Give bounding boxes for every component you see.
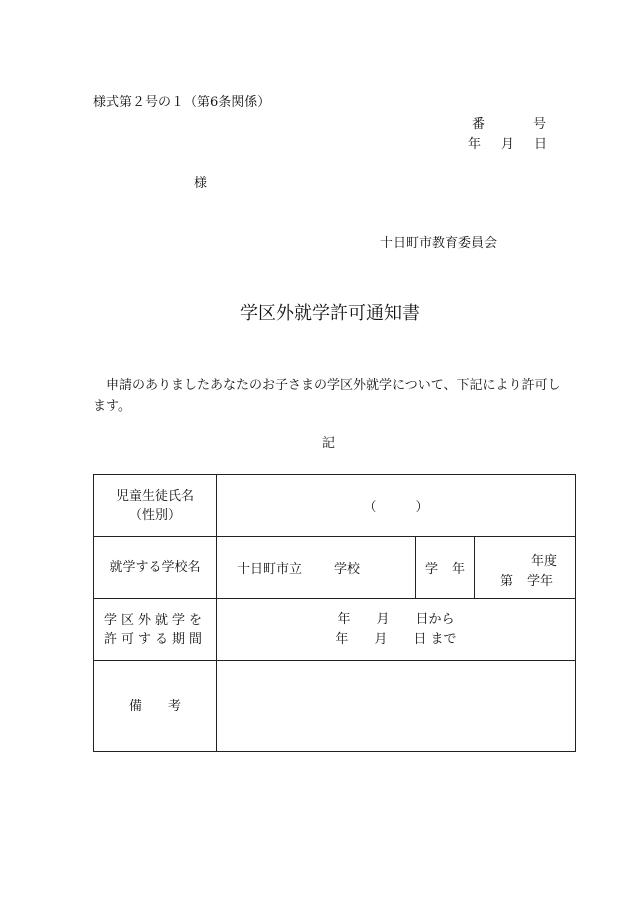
period-value-cell (217, 599, 576, 661)
fiscal-year-grade-cell (475, 537, 576, 599)
period-row (94, 599, 576, 661)
school-prefix: 十日町市立 (237, 562, 303, 577)
addressee-suffix: 様 (194, 176, 208, 191)
date-day-label: 日 (534, 137, 548, 152)
date-year-label: 年 (468, 137, 482, 152)
student-label-cell (94, 475, 217, 537)
number-suffix: 号 (533, 117, 547, 132)
date-month-label: 月 (501, 137, 515, 152)
grade-value (500, 570, 553, 589)
period-from: 年 月 日から (337, 611, 455, 627)
form-number-label: 様式第２号の１（第6条関係） (93, 95, 271, 110)
student-label: 児童生徒氏名 (115, 488, 194, 504)
gender-label: （性別） (128, 507, 181, 523)
grade-prefix: 第 (500, 574, 514, 589)
period-to: 年 月 日 まで (335, 631, 457, 647)
remarks-label: 備 考 (128, 698, 181, 714)
body-paragraph: 申請のありましたあなたのお子さまの学区外就学について、下記により許可します。 (93, 378, 561, 414)
document-title: 学区外就学許可通知書 (240, 303, 420, 324)
period-label-line1: 学区外就学を (103, 612, 206, 628)
grade-label-2: 年 (452, 562, 466, 577)
school-label-cell (94, 537, 217, 599)
school-label: 就学する学校名 (109, 560, 201, 575)
student-row (94, 475, 576, 537)
issue-date-line (468, 137, 547, 153)
school-suffix: 学校 (334, 562, 361, 577)
fiscal-year-label: 年度 (530, 554, 557, 569)
period-label-cell (94, 599, 217, 661)
school-name-cell (217, 537, 416, 599)
school-row (94, 537, 576, 599)
student-name-cell (217, 475, 576, 537)
document-number-line (472, 117, 546, 133)
grade-label-cell (416, 537, 475, 599)
remarks-row (94, 661, 576, 752)
grade-label-1: 学 (424, 562, 438, 577)
number-prefix: 番 (472, 117, 486, 132)
permission-details-table (93, 474, 576, 752)
grade-suffix: 学年 (527, 574, 554, 589)
ki-heading: 記 (322, 436, 336, 451)
issuer-name: 十日町市教育委員会 (380, 236, 498, 251)
remarks-value-cell (217, 661, 576, 752)
gender-brackets: （ ） (363, 500, 429, 515)
period-label-line2: 許可する期間 (103, 631, 206, 647)
remarks-label-cell (94, 661, 217, 752)
